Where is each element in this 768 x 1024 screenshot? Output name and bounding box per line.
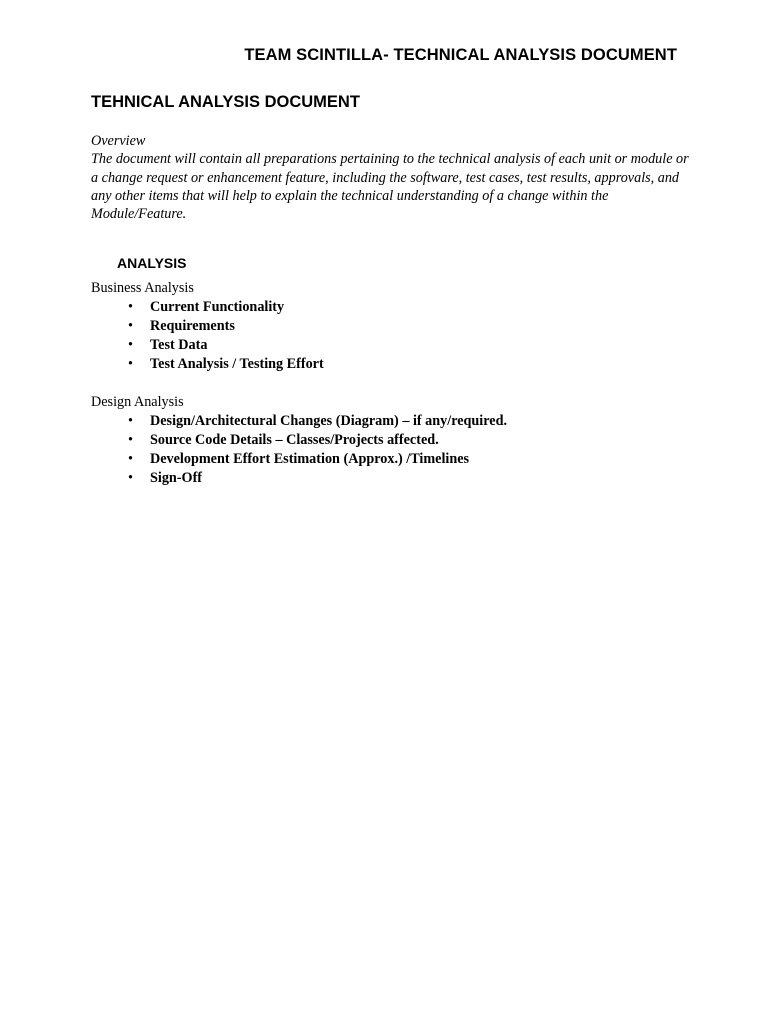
bullet-icon: • <box>128 432 133 448</box>
analysis-heading: ANALYSIS <box>117 255 187 271</box>
business-analysis-heading: Business Analysis <box>91 280 194 296</box>
list-item <box>91 450 507 469</box>
business-analysis-section <box>91 279 324 374</box>
list-item-text: Development Effort Estimation (Approx.) /Timelines <box>150 451 470 467</box>
design-analysis-list <box>91 412 507 488</box>
design-analysis-heading: Design Analysis <box>91 394 184 410</box>
document-title: TEHNICAL ANALYSIS DOCUMENT <box>91 93 360 111</box>
bullet-icon: • <box>128 413 133 429</box>
overview-body: The document will contain all preparations pertaining to the technical analysis of each unit or module or a change request or enhancement feature, including the software, test cases, test results, approvals, and any other items that will help to explain the technical understanding of a change within the Module/Feature. <box>91 151 689 223</box>
list-item-text: Current Functionality <box>150 299 285 315</box>
bullet-icon: • <box>128 299 133 315</box>
business-analysis-list <box>91 298 324 374</box>
list-item-text: Sign-Off <box>150 470 203 486</box>
bullet-icon: • <box>128 337 133 353</box>
overview-heading: Overview <box>91 133 146 149</box>
design-analysis-section <box>91 393 507 488</box>
page-header: TEAM SCINTILLA- TECHNICAL ANALYSIS DOCUMENT <box>244 46 677 64</box>
list-item <box>91 431 507 450</box>
list-item <box>91 355 324 374</box>
list-item <box>91 317 324 336</box>
list-item <box>91 412 507 431</box>
bullet-icon: • <box>128 356 133 372</box>
list-item-text: Source Code Details – Classes/Projects affected. <box>150 432 439 448</box>
bullet-icon: • <box>128 451 133 467</box>
list-item-text: Test Data <box>150 337 208 353</box>
list-item-text: Test Analysis / Testing Effort <box>150 356 324 372</box>
bullet-icon: • <box>128 470 133 486</box>
list-item <box>91 336 324 355</box>
overview-section <box>91 132 691 223</box>
bullet-icon: • <box>128 318 133 334</box>
list-item-text: Requirements <box>150 318 235 334</box>
list-item <box>91 298 324 317</box>
list-item <box>91 469 507 488</box>
list-item-text: Design/Architectural Changes (Diagram) – if any/required. <box>150 413 508 429</box>
